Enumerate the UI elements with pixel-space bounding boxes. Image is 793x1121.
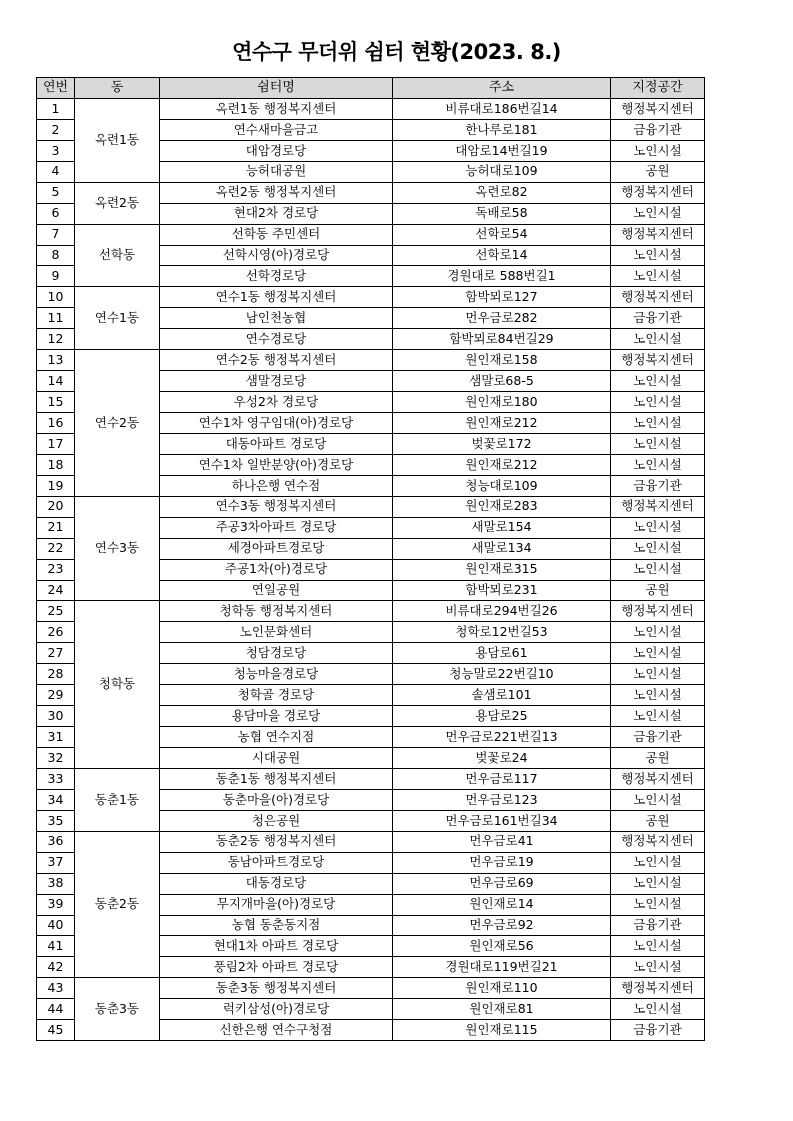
address: 먼우금로69 — [393, 873, 611, 894]
designated-space: 공원 — [611, 580, 705, 601]
row-number: 22 — [37, 538, 75, 559]
row-number: 5 — [37, 182, 75, 203]
row-number: 12 — [37, 329, 75, 350]
shelter-name: 남인천농협 — [160, 308, 393, 329]
table-row — [37, 287, 705, 308]
designated-space: 공원 — [611, 748, 705, 769]
address: 원인재로14 — [393, 894, 611, 915]
table-row — [37, 601, 705, 622]
designated-space: 노인시설 — [611, 873, 705, 894]
address: 샘말로68-5 — [393, 371, 611, 392]
row-number: 14 — [37, 371, 75, 392]
table-row — [37, 496, 705, 517]
designated-space: 행정복지센터 — [611, 287, 705, 308]
shelter-name: 청능마을경로당 — [160, 664, 393, 685]
address: 새말로134 — [393, 538, 611, 559]
address: 벚꽃로172 — [393, 433, 611, 454]
shelter-name: 농협 동춘동지점 — [160, 915, 393, 936]
address: 비류대로186번길14 — [393, 98, 611, 119]
designated-space: 노인시설 — [611, 433, 705, 454]
address: 원인재로283 — [393, 496, 611, 517]
shelter-name: 용담마을 경로당 — [160, 706, 393, 727]
address: 솔샘로101 — [393, 685, 611, 706]
shelter-name: 주공3차아파트 경로당 — [160, 517, 393, 538]
designated-space: 노인시설 — [611, 685, 705, 706]
table-row — [37, 350, 705, 371]
shelter-name: 청담경로당 — [160, 643, 393, 664]
address: 함박뫼로231 — [393, 580, 611, 601]
row-number: 26 — [37, 622, 75, 643]
shelter-name: 노인문화센터 — [160, 622, 393, 643]
row-number: 7 — [37, 224, 75, 245]
row-number: 31 — [37, 727, 75, 748]
shelter-name: 청학동 행정복지센터 — [160, 601, 393, 622]
address: 옥련로82 — [393, 182, 611, 203]
address: 먼우금로161번길34 — [393, 810, 611, 831]
row-number: 44 — [37, 999, 75, 1020]
designated-space: 금융기관 — [611, 915, 705, 936]
designated-space: 노인시설 — [611, 517, 705, 538]
designated-space: 금융기관 — [611, 1020, 705, 1041]
address: 경원대로119번길21 — [393, 957, 611, 978]
table-row — [37, 978, 705, 999]
address: 먼우금로41 — [393, 831, 611, 852]
shelter-name: 연수3동 행정복지센터 — [160, 496, 393, 517]
shelter-name: 대동아파트 경로당 — [160, 433, 393, 454]
shelter-name: 샘말경로당 — [160, 371, 393, 392]
row-number: 6 — [37, 203, 75, 224]
address: 원인재로315 — [393, 559, 611, 580]
row-number: 29 — [37, 685, 75, 706]
address: 먼우금로117 — [393, 768, 611, 789]
row-number: 25 — [37, 601, 75, 622]
address: 한나루로181 — [393, 119, 611, 140]
header-dong: 동 — [75, 78, 160, 99]
row-number: 37 — [37, 852, 75, 873]
shelter-name: 연수경로당 — [160, 329, 393, 350]
designated-space: 노인시설 — [611, 936, 705, 957]
designated-space: 행정복지센터 — [611, 978, 705, 999]
shelter-name: 신한은행 연수구청점 — [160, 1020, 393, 1041]
shelter-name: 연수새마을금고 — [160, 119, 393, 140]
shelter-name: 연수1동 행정복지센터 — [160, 287, 393, 308]
shelter-name: 동춘2동 행정복지센터 — [160, 831, 393, 852]
dong-cell: 동춘3동 — [75, 978, 160, 1041]
address: 함박뫼로84번길29 — [393, 329, 611, 350]
designated-space: 공원 — [611, 161, 705, 182]
shelter-table — [36, 77, 705, 1041]
shelter-name: 연수1차 일반분양(아)경로당 — [160, 454, 393, 475]
shelter-name: 청은공원 — [160, 810, 393, 831]
shelter-name: 선학시영(아)경로당 — [160, 245, 393, 266]
shelter-name: 동춘1동 행정복지센터 — [160, 768, 393, 789]
row-number: 4 — [37, 161, 75, 182]
designated-space: 노인시설 — [611, 852, 705, 873]
table-row — [37, 182, 705, 203]
designated-space: 노인시설 — [611, 706, 705, 727]
dong-cell: 선학동 — [75, 224, 160, 287]
shelter-name: 현대2차 경로당 — [160, 203, 393, 224]
shelter-name: 연수2동 행정복지센터 — [160, 350, 393, 371]
address: 원인재로158 — [393, 350, 611, 371]
address: 대암로14번길19 — [393, 140, 611, 161]
table-header-row — [37, 78, 705, 99]
shelter-name: 연일공원 — [160, 580, 393, 601]
address: 경원대로 588번길1 — [393, 266, 611, 287]
table-body — [37, 98, 705, 1040]
row-number: 23 — [37, 559, 75, 580]
row-number: 28 — [37, 664, 75, 685]
dong-cell: 연수3동 — [75, 496, 160, 601]
address: 용담로25 — [393, 706, 611, 727]
designated-space: 노인시설 — [611, 245, 705, 266]
row-number: 35 — [37, 810, 75, 831]
address: 먼우금로221번길13 — [393, 727, 611, 748]
address: 먼우금로19 — [393, 852, 611, 873]
shelter-name: 연수1차 영구임대(아)경로당 — [160, 413, 393, 434]
address: 벚꽃로24 — [393, 748, 611, 769]
row-number: 10 — [37, 287, 75, 308]
shelter-name: 동남아파트경로당 — [160, 852, 393, 873]
row-number: 39 — [37, 894, 75, 915]
address: 선학로14 — [393, 245, 611, 266]
address: 용담로61 — [393, 643, 611, 664]
dong-cell: 동춘1동 — [75, 768, 160, 831]
shelter-name: 풍림2차 아파트 경로당 — [160, 957, 393, 978]
dong-cell: 청학동 — [75, 601, 160, 769]
address: 먼우금로282 — [393, 308, 611, 329]
table-row — [37, 768, 705, 789]
address: 선학로54 — [393, 224, 611, 245]
row-number: 45 — [37, 1020, 75, 1041]
address: 원인재로212 — [393, 413, 611, 434]
address: 먼우금로123 — [393, 789, 611, 810]
designated-space: 노인시설 — [611, 371, 705, 392]
designated-space: 노인시설 — [611, 538, 705, 559]
row-number: 21 — [37, 517, 75, 538]
shelter-name: 옥련2동 행정복지센터 — [160, 182, 393, 203]
shelter-name: 세경아파트경로당 — [160, 538, 393, 559]
designated-space: 행정복지센터 — [611, 224, 705, 245]
row-number: 20 — [37, 496, 75, 517]
designated-space: 노인시설 — [611, 789, 705, 810]
row-number: 15 — [37, 392, 75, 413]
designated-space: 노인시설 — [611, 413, 705, 434]
address: 원인재로115 — [393, 1020, 611, 1041]
designated-space: 노인시설 — [611, 392, 705, 413]
row-number: 8 — [37, 245, 75, 266]
shelter-name: 우성2차 경로당 — [160, 392, 393, 413]
dong-cell: 연수2동 — [75, 350, 160, 497]
dong-cell: 옥련1동 — [75, 98, 160, 182]
row-number: 9 — [37, 266, 75, 287]
designated-space: 금융기관 — [611, 475, 705, 496]
row-number: 40 — [37, 915, 75, 936]
designated-space: 노인시설 — [611, 329, 705, 350]
document-title: 연수구 무더위 쉼터 현황(2023. 8.) — [232, 40, 561, 64]
row-number: 42 — [37, 957, 75, 978]
designated-space: 행정복지센터 — [611, 496, 705, 517]
shelter-name: 무지개마을(아)경로당 — [160, 894, 393, 915]
dong-cell: 연수1동 — [75, 287, 160, 350]
designated-space: 금융기관 — [611, 119, 705, 140]
shelter-name: 선학동 주민센터 — [160, 224, 393, 245]
row-number: 30 — [37, 706, 75, 727]
row-number: 27 — [37, 643, 75, 664]
designated-space: 행정복지센터 — [611, 182, 705, 203]
designated-space: 노인시설 — [611, 203, 705, 224]
address: 함박뫼로127 — [393, 287, 611, 308]
row-number: 13 — [37, 350, 75, 371]
designated-space: 공원 — [611, 810, 705, 831]
shelter-name: 현대1차 아파트 경로당 — [160, 936, 393, 957]
row-number: 19 — [37, 475, 75, 496]
designated-space: 행정복지센터 — [611, 601, 705, 622]
shelter-name: 능허대공원 — [160, 161, 393, 182]
address: 독배로58 — [393, 203, 611, 224]
shelter-name: 옥련1동 행정복지센터 — [160, 98, 393, 119]
row-number: 38 — [37, 873, 75, 894]
row-number: 16 — [37, 413, 75, 434]
address: 원인재로110 — [393, 978, 611, 999]
shelter-name: 청학골 경로당 — [160, 685, 393, 706]
shelter-name: 하나은행 연수점 — [160, 475, 393, 496]
designated-space: 노인시설 — [611, 454, 705, 475]
shelter-name: 선학경로당 — [160, 266, 393, 287]
designated-space: 행정복지센터 — [611, 831, 705, 852]
designated-space: 노인시설 — [611, 999, 705, 1020]
row-number: 32 — [37, 748, 75, 769]
designated-space: 금융기관 — [611, 308, 705, 329]
designated-space: 노인시설 — [611, 622, 705, 643]
row-number: 41 — [37, 936, 75, 957]
address: 원인재로212 — [393, 454, 611, 475]
designated-space: 노인시설 — [611, 266, 705, 287]
header-designated-space: 지정공간 — [611, 78, 705, 99]
header-number: 연번 — [37, 78, 75, 99]
shelter-name: 대동경로당 — [160, 873, 393, 894]
shelter-name: 동춘3동 행정복지센터 — [160, 978, 393, 999]
address: 원인재로180 — [393, 392, 611, 413]
address: 청능대로109 — [393, 475, 611, 496]
designated-space: 노인시설 — [611, 559, 705, 580]
designated-space: 행정복지센터 — [611, 98, 705, 119]
row-number: 17 — [37, 433, 75, 454]
designated-space: 노인시설 — [611, 894, 705, 915]
designated-space: 행정복지센터 — [611, 350, 705, 371]
row-number: 1 — [37, 98, 75, 119]
header-shelter-name: 쉼터명 — [160, 78, 393, 99]
row-number: 36 — [37, 831, 75, 852]
shelter-name: 대암경로당 — [160, 140, 393, 161]
designated-space: 노인시설 — [611, 957, 705, 978]
table-row — [37, 98, 705, 119]
designated-space: 노인시설 — [611, 643, 705, 664]
row-number: 33 — [37, 768, 75, 789]
row-number: 34 — [37, 789, 75, 810]
address: 능허대로109 — [393, 161, 611, 182]
row-number: 2 — [37, 119, 75, 140]
table-row — [37, 831, 705, 852]
address: 청능말로22번길10 — [393, 664, 611, 685]
address: 원인재로56 — [393, 936, 611, 957]
row-number: 18 — [37, 454, 75, 475]
shelter-name: 농협 연수지점 — [160, 727, 393, 748]
address: 새말로154 — [393, 517, 611, 538]
dong-cell: 동춘2동 — [75, 831, 160, 978]
shelter-name: 럭키삼성(아)경로당 — [160, 999, 393, 1020]
table-row — [37, 224, 705, 245]
address: 원인재로81 — [393, 999, 611, 1020]
shelter-name: 주공1차(아)경로당 — [160, 559, 393, 580]
address: 청학로12번길53 — [393, 622, 611, 643]
row-number: 43 — [37, 978, 75, 999]
row-number: 3 — [37, 140, 75, 161]
address: 먼우금로92 — [393, 915, 611, 936]
row-number: 24 — [37, 580, 75, 601]
address: 비류대로294번길26 — [393, 601, 611, 622]
header-address: 주소 — [393, 78, 611, 99]
designated-space: 행정복지센터 — [611, 768, 705, 789]
designated-space: 노인시설 — [611, 664, 705, 685]
row-number: 11 — [37, 308, 75, 329]
designated-space: 금융기관 — [611, 727, 705, 748]
dong-cell: 옥련2동 — [75, 182, 160, 224]
designated-space: 노인시설 — [611, 140, 705, 161]
shelter-name: 시대공원 — [160, 748, 393, 769]
shelter-name: 동춘마을(아)경로당 — [160, 789, 393, 810]
